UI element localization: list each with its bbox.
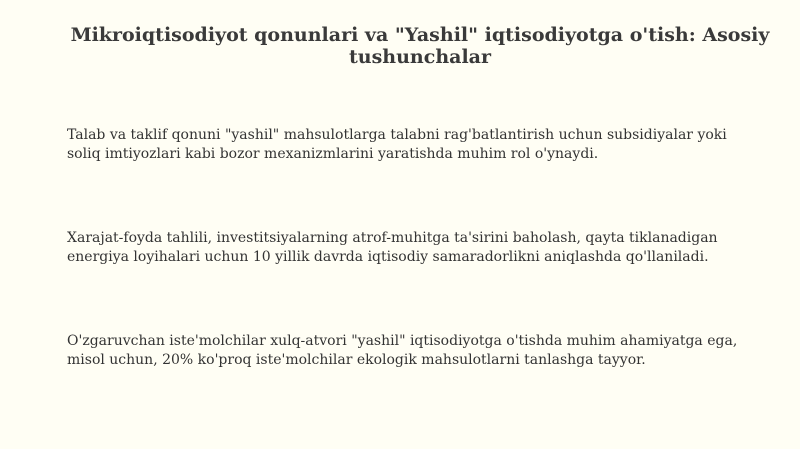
paragraph-supply-demand: Talab va taklif qonuni "yashil" mahsulotlarga talabni rag'batlantirish uchun subsidiyalar yoki soliq imtiyozlari kabi bozor mexanizmlarini yaratishda muhim rol o'ynaydi. bbox=[67, 127, 727, 162]
paragraph-consumer-behavior: O'zgaruvchan iste'molchilar xulq-atvori "yashil" iqtisodiyotga o'tishda muhim ahamiyatga ega, misol uchun, 20% ko'proq iste'molchilar ekologik mahsulotlarni tanlashga tayyor. bbox=[67, 333, 738, 368]
slide-title: Mikroiqtisodiyot qonunlari va "Yashil" iqtisodiyotga o'tish: Asosiy tushunchalar bbox=[70, 24, 770, 68]
paragraph-cost-benefit: Xarajat-foyda tahlili, investitsiyalarning atrof-muhitga ta'sirini baholash, qayta tiklanadigan energiya loyihalari uchun 10 yillik davrda iqtisodiy samaradorlikni aniqlashda qo'llaniladi. bbox=[67, 230, 718, 265]
